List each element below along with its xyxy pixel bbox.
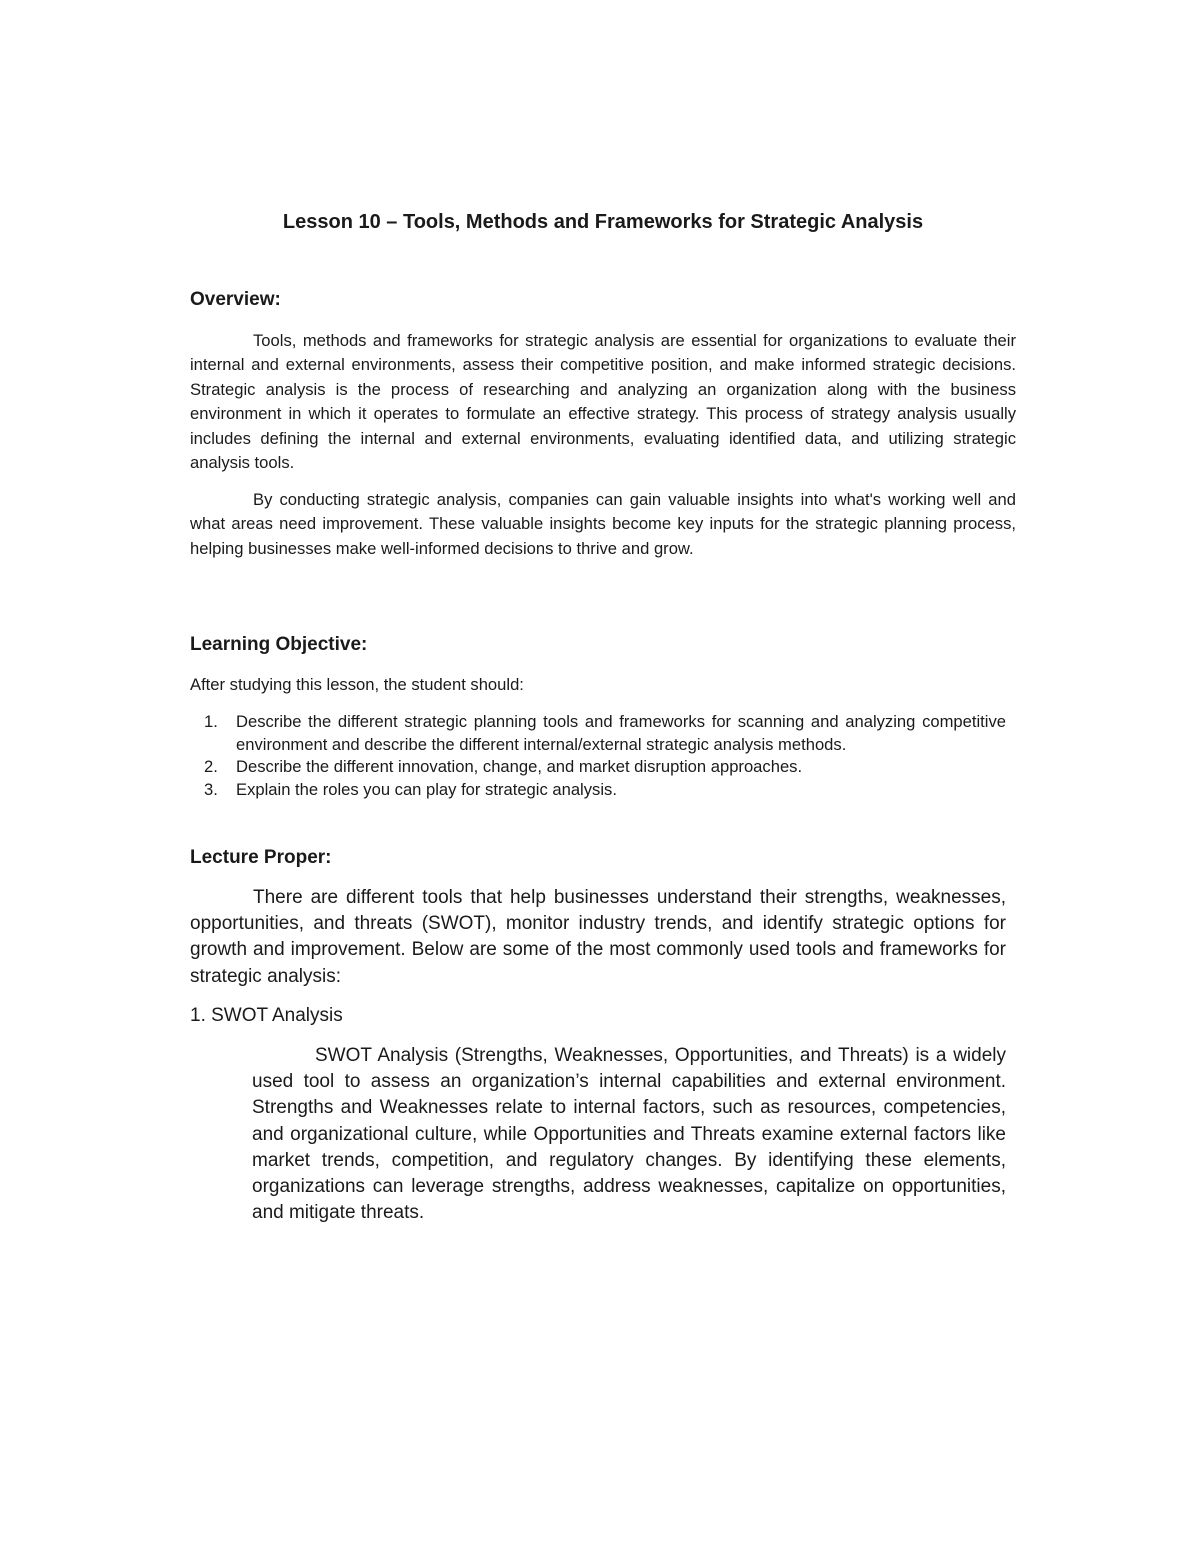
objective-item (190, 711, 1006, 756)
objective-text: Explain the roles you can play for strategic analysis. (236, 779, 617, 799)
lecture-proper-heading: Lecture Proper: (190, 847, 332, 868)
objective-number: 1. (204, 712, 218, 731)
swot-section-paragraph: SWOT Analysis (Strengths, Weaknesses, Opportunities, and Threats) is a widely used tool to assess an organization’s internal capabilities and external environment. Strengths and Weaknesses relate to internal factors, such as resources, competencies, and organizational culture, while Opportunities and Threats examine external factors like market trends, competition, and regulatory changes. By identifying these elements, organizations can leverage strengths, address weaknesses, capitalize on opportunities, and mitigate threats. (252, 1045, 1006, 1224)
lecture-intro-paragraph: There are different tools that help businesses understand their strengths, weaknesses, opportunities, and threats (SWOT), monitor industry trends, and identify strategic options for growth and improvement. Below are some of the most commonly used tools and frameworks for strategic analysis: (190, 887, 1006, 987)
objective-number: 2. (204, 757, 218, 777)
overview-heading: Overview: (190, 289, 281, 310)
objective-text: Describe the different strategic planning tools and frameworks for scanning and analyzing competitive environment and describe the different internal/external strategic analysis methods. (236, 712, 1006, 754)
learning-objective-heading: Learning Objective: (190, 634, 368, 655)
objectives-list (190, 711, 1006, 801)
objective-item (190, 779, 1006, 802)
objective-number: 3. (204, 779, 218, 799)
objectives-intro: After studying this lesson, the student should: (190, 675, 524, 694)
overview-paragraph-2: By conducting strategic analysis, companies can gain valuable insights into what's working well and what areas need improvement. These valuable insights become key inputs for the strategic planning process, helping businesses make well-informed decisions to thrive and grow. (190, 490, 1016, 558)
objective-item (190, 756, 1006, 779)
lesson-title: Lesson 10 – Tools, Methods and Frameworks for Strategic Analysis (282, 211, 924, 233)
overview-paragraph-1: Tools, methods and frameworks for strategic analysis are essential for organizations to evaluate their internal and external environments, assess their competitive position, and make informed strategic decisions. Strategic analysis is the process of researching and analyzing an organization along with the business environment in which it operates to formulate an effective strategy. This process of strategy analysis usually includes defining the internal and external environments, evaluating identified data, and utilizing strategic analysis tools. (190, 331, 1016, 473)
objective-text: Describe the different innovation, change, and market disruption approaches. (236, 757, 803, 777)
swot-section-heading: 1. SWOT Analysis (190, 1005, 343, 1026)
